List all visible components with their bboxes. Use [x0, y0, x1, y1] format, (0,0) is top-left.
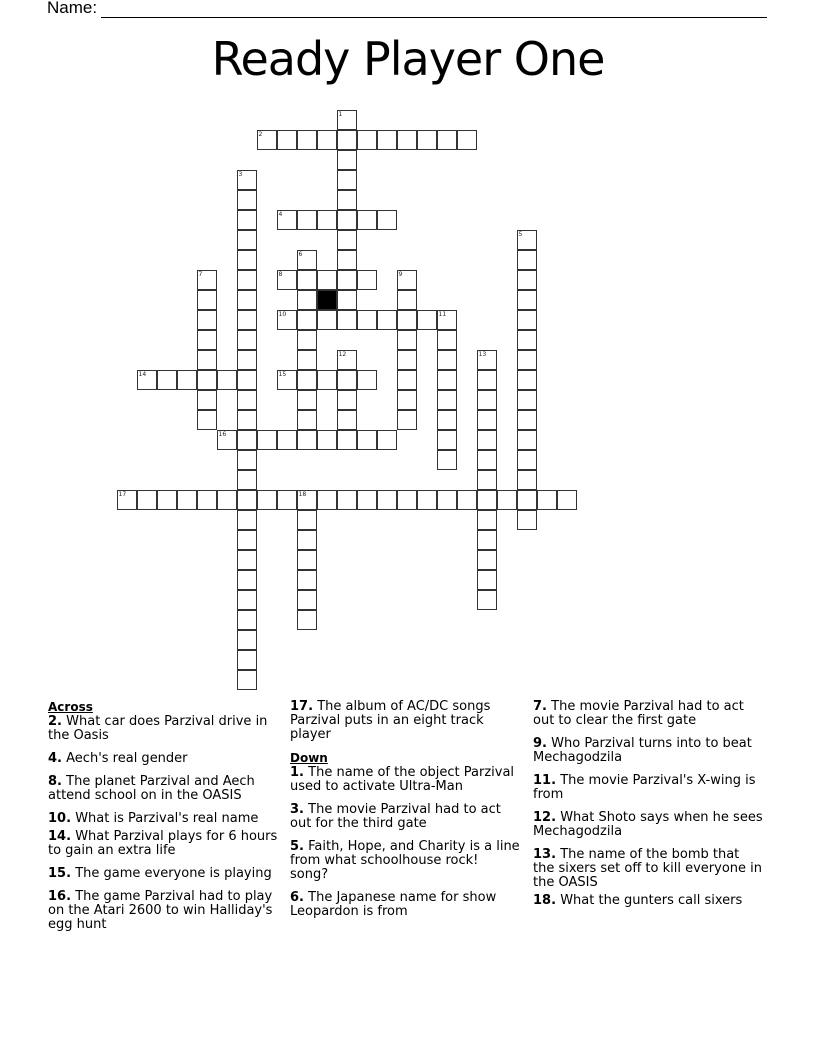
clue-down-11: 11. The movie Parzival's X-wing is from: [533, 773, 756, 802]
grid-cell[interactable]: [317, 430, 337, 450]
clue-number: 11: [438, 310, 447, 318]
clue-number: 10: [278, 310, 287, 318]
grid-cell[interactable]: [317, 210, 337, 230]
name-label: Name:: [47, 0, 98, 17]
grid-cell[interactable]: [437, 130, 457, 150]
grid-cell[interactable]: [397, 130, 417, 150]
grid-cell[interactable]: [237, 510, 257, 530]
grid-cell[interactable]: [277, 270, 297, 290]
grid-cell[interactable]: [157, 370, 177, 390]
grid-cell[interactable]: [237, 250, 257, 270]
grid-cell[interactable]: [277, 430, 297, 450]
grid-cell[interactable]: [517, 450, 537, 470]
clue-across-2: 2. What car does Parzival drive in the Oasis: [48, 714, 268, 743]
grid-cell[interactable]: [317, 310, 337, 330]
grid-cell[interactable]: [397, 390, 417, 410]
clue-number: 6: [298, 250, 303, 258]
grid-cell[interactable]: [177, 370, 197, 390]
grid-cell[interactable]: [397, 310, 417, 330]
grid-cell[interactable]: [357, 270, 377, 290]
grid-cell[interactable]: [257, 430, 277, 450]
grid-cell[interactable]: [457, 130, 477, 150]
grid-cell[interactable]: [297, 610, 317, 630]
clue-across-14: 14. What Parzival plays for 6 hours to gain an extra life: [48, 829, 278, 858]
grid-cell[interactable]: [237, 170, 257, 190]
grid-cell[interactable]: [357, 430, 377, 450]
grid-cell[interactable]: [337, 310, 357, 330]
grid-cell[interactable]: [357, 210, 377, 230]
clue-across-4: 4. Aech's real gender: [48, 751, 188, 766]
grid-cell[interactable]: [517, 370, 537, 390]
grid-cell[interactable]: [437, 350, 457, 370]
grid-cell[interactable]: [517, 470, 537, 490]
grid-cell[interactable]: [237, 550, 257, 570]
grid-cell[interactable]: [337, 490, 357, 510]
grid-cell[interactable]: [397, 370, 417, 390]
grid-cell[interactable]: [237, 530, 257, 550]
grid-cell[interactable]: [177, 490, 197, 510]
grid-cell[interactable]: [277, 490, 297, 510]
grid-cell[interactable]: [197, 330, 217, 350]
grid-cell[interactable]: [337, 390, 357, 410]
clue-across-17: 17. The album of AC/DC songs Parzival puts in an eight track player: [290, 699, 491, 742]
grid-cell[interactable]: [297, 410, 317, 430]
clues-column-2: [290, 700, 520, 928]
grid-cell[interactable]: [437, 310, 457, 330]
grid-cell[interactable]: [477, 550, 497, 570]
grid-cell[interactable]: [317, 490, 337, 510]
clue-down-1: 1. The name of the object Parzival used to activate Ultra-Man: [290, 765, 515, 794]
across-heading: Across: [48, 700, 93, 714]
page-title: Ready Player One: [211, 32, 605, 86]
grid-cell[interactable]: [237, 190, 257, 210]
grid-cell[interactable]: [297, 590, 317, 610]
clue-number: 16: [218, 430, 227, 438]
grid-cell[interactable]: [517, 230, 537, 250]
grid-cell[interactable]: [517, 290, 537, 310]
clue-number: 3: [238, 170, 243, 178]
grid-cell[interactable]: [217, 370, 237, 390]
grid-cell[interactable]: [237, 630, 257, 650]
grid-cell[interactable]: [297, 390, 317, 410]
grid-cell[interactable]: [297, 210, 317, 230]
grid-cell[interactable]: [337, 410, 357, 430]
grid-cell[interactable]: [477, 530, 497, 550]
grid-cell[interactable]: [517, 490, 537, 510]
grid-cell[interactable]: [317, 370, 337, 390]
grid-cell[interactable]: [337, 230, 357, 250]
clue-down-12: 12. What Shoto says when he sees Mechagodzila: [533, 810, 763, 839]
grid-cell[interactable]: [197, 490, 217, 510]
grid-cell[interactable]: [377, 210, 397, 230]
grid-cell[interactable]: [357, 130, 377, 150]
grid-cell[interactable]: [237, 470, 257, 490]
grid-cell[interactable]: [477, 370, 497, 390]
grid-cell[interactable]: [397, 350, 417, 370]
grid-cell[interactable]: [237, 670, 257, 690]
grid-cell[interactable]: [397, 290, 417, 310]
grid-cell[interactable]: [257, 490, 277, 510]
grid-cell[interactable]: [197, 410, 217, 430]
grid-cell[interactable]: [337, 110, 357, 130]
grid-cell[interactable]: [457, 490, 477, 510]
grid-cell[interactable]: [237, 410, 257, 430]
clues-column-1: [48, 700, 278, 941]
grid-cell[interactable]: [297, 310, 317, 330]
grid-cell[interactable]: [237, 650, 257, 670]
grid-cell[interactable]: [477, 350, 497, 370]
grid-cell[interactable]: [517, 350, 537, 370]
grid-cell[interactable]: [477, 470, 497, 490]
grid-cell[interactable]: [437, 410, 457, 430]
grid-cell[interactable]: [537, 490, 557, 510]
grid-cell[interactable]: [417, 490, 437, 510]
down-heading: Down: [290, 751, 328, 765]
grid-cell[interactable]: [337, 150, 357, 170]
grid-cell[interactable]: [437, 370, 457, 390]
clue-down-6: 6. The Japanese name for show Leopardon is from: [290, 890, 497, 919]
grid-cell[interactable]: [237, 270, 257, 290]
grid-cell[interactable]: [337, 270, 357, 290]
grid-cell[interactable]: [477, 390, 497, 410]
grid-cell[interactable]: [437, 330, 457, 350]
grid-cell[interactable]: [237, 210, 257, 230]
grid-cell[interactable]: [297, 290, 317, 310]
grid-cell[interactable]: [397, 270, 417, 290]
grid-cell[interactable]: [197, 310, 217, 330]
grid-cell[interactable]: [397, 330, 417, 350]
grid-cell[interactable]: [437, 450, 457, 470]
grid-cell[interactable]: [337, 250, 357, 270]
grid-cell[interactable]: [317, 270, 337, 290]
grid-cell[interactable]: [337, 190, 357, 210]
grid-cell[interactable]: [477, 590, 497, 610]
clue-number: 15: [278, 370, 287, 378]
grid-cell[interactable]: [277, 310, 297, 330]
grid-cell[interactable]: [517, 430, 537, 450]
grid-cell[interactable]: [517, 310, 537, 330]
grid-cell[interactable]: [377, 430, 397, 450]
grid-cell[interactable]: [197, 350, 217, 370]
grid-cell[interactable]: [237, 310, 257, 330]
clue-across-16: 16. The game Parzival had to play on the Atari 2600 to win Halliday's egg hunt: [48, 889, 273, 932]
grid-cell[interactable]: [477, 510, 497, 530]
grid-cell[interactable]: [237, 230, 257, 250]
clue-down-9: 9. Who Parzival turns into to beat Mechagodzila: [533, 736, 752, 765]
grid-cell[interactable]: [257, 130, 277, 150]
clue-number: 5: [518, 230, 523, 238]
grid-cell[interactable]: [337, 130, 357, 150]
grid-cell[interactable]: [237, 350, 257, 370]
grid-cell[interactable]: [217, 430, 237, 450]
grid-cell[interactable]: [277, 210, 297, 230]
grid-cell[interactable]: [297, 330, 317, 350]
clue-number: 8: [278, 270, 283, 278]
grid-cell[interactable]: [477, 410, 497, 430]
grid-cell[interactable]: [237, 390, 257, 410]
grid-cell[interactable]: [237, 290, 257, 310]
grid-cell[interactable]: [137, 490, 157, 510]
clue-number: 7: [198, 270, 203, 278]
grid-cell[interactable]: [437, 390, 457, 410]
clue-number: 12: [338, 350, 347, 358]
grid-cell[interactable]: [297, 350, 317, 370]
grid-cell[interactable]: [297, 550, 317, 570]
grid-cell[interactable]: [277, 130, 297, 150]
grid-cell[interactable]: [497, 490, 517, 510]
grid-cell[interactable]: [237, 330, 257, 350]
grid-cell[interactable]: [337, 290, 357, 310]
grid-cell[interactable]: [297, 490, 317, 510]
grid-cell[interactable]: [337, 430, 357, 450]
grid-cell[interactable]: [297, 570, 317, 590]
grid-cell[interactable]: [517, 410, 537, 430]
grid-cell[interactable]: [297, 430, 317, 450]
grid-cell[interactable]: [317, 130, 337, 150]
grid-cell[interactable]: [417, 130, 437, 150]
grid-cell[interactable]: [237, 490, 257, 510]
grid-cell[interactable]: [237, 370, 257, 390]
clue-number: 17: [118, 490, 127, 498]
clue-down-3: 3. The movie Parzival had to act out for the third gate: [290, 802, 501, 831]
grid-cell[interactable]: [517, 330, 537, 350]
grid-cell[interactable]: [297, 510, 317, 530]
grid-cell[interactable]: [517, 270, 537, 290]
black-cell: [317, 290, 337, 310]
grid-cell[interactable]: [117, 490, 137, 510]
grid-cell[interactable]: [297, 250, 317, 270]
grid-cell[interactable]: [337, 170, 357, 190]
grid-cell[interactable]: [297, 530, 317, 550]
grid-cell[interactable]: [277, 370, 297, 390]
grid-cell[interactable]: [337, 350, 357, 370]
grid-cell[interactable]: [557, 490, 577, 510]
grid-cell[interactable]: [517, 510, 537, 530]
grid-cell[interactable]: [377, 310, 397, 330]
clue-number: 14: [138, 370, 147, 378]
clues-column-3: [533, 700, 763, 917]
clue-down-7: 7. The movie Parzival had to act out to clear the first gate: [533, 699, 744, 728]
clue-number: 4: [278, 210, 283, 218]
grid-cell[interactable]: [477, 450, 497, 470]
grid-cell[interactable]: [237, 430, 257, 450]
clue-down-18: 18. What the gunters call sixers: [533, 893, 743, 908]
grid-cell[interactable]: [477, 490, 497, 510]
clue-number: 13: [478, 350, 487, 358]
grid-cell[interactable]: [397, 490, 417, 510]
clue-across-10: 10. What is Parzival's real name: [48, 811, 259, 826]
clue-number: 1: [338, 110, 343, 118]
grid-cell[interactable]: [437, 430, 457, 450]
grid-cell[interactable]: [437, 490, 457, 510]
clue-number: 9: [398, 270, 403, 278]
grid-cell[interactable]: [237, 610, 257, 630]
grid-cell[interactable]: [297, 130, 317, 150]
clue-across-15: 15. The game everyone is playing: [48, 866, 272, 881]
grid-cell[interactable]: [157, 490, 177, 510]
grid-cell[interactable]: [237, 590, 257, 610]
grid-cell[interactable]: [197, 390, 217, 410]
grid-cell[interactable]: [397, 410, 417, 430]
grid-cell[interactable]: [197, 290, 217, 310]
grid-cell[interactable]: [517, 390, 537, 410]
grid-cell[interactable]: [237, 570, 257, 590]
grid-cell[interactable]: [477, 430, 497, 450]
grid-cell[interactable]: [517, 250, 537, 270]
grid-cell[interactable]: [237, 450, 257, 470]
grid-cell[interactable]: [377, 490, 397, 510]
grid-cell[interactable]: [197, 370, 217, 390]
grid-cell[interactable]: [357, 310, 377, 330]
grid-cell[interactable]: [337, 210, 357, 230]
grid-cell[interactable]: [357, 490, 377, 510]
clue-across-8: 8. The planet Parzival and Aech attend school on in the OASIS: [48, 774, 255, 803]
grid-cell[interactable]: [197, 270, 217, 290]
grid-cell[interactable]: [357, 370, 377, 390]
grid-cell[interactable]: [297, 370, 317, 390]
clue-number: 18: [298, 490, 307, 498]
grid-cell[interactable]: [377, 130, 397, 150]
grid-cell[interactable]: [477, 570, 497, 590]
grid-cell[interactable]: [137, 370, 157, 390]
grid-cell[interactable]: [217, 490, 237, 510]
grid-cell[interactable]: [337, 370, 357, 390]
grid-cell[interactable]: [297, 270, 317, 290]
clue-number: 2: [258, 130, 263, 138]
grid-cell[interactable]: [417, 310, 437, 330]
clue-down-13: 13. The name of the bomb that the sixers set off to kill everyone in the OASIS: [533, 847, 763, 890]
clue-down-5: 5. Faith, Hope, and Charity is a line from what schoolhouse rock! song?: [290, 839, 520, 882]
